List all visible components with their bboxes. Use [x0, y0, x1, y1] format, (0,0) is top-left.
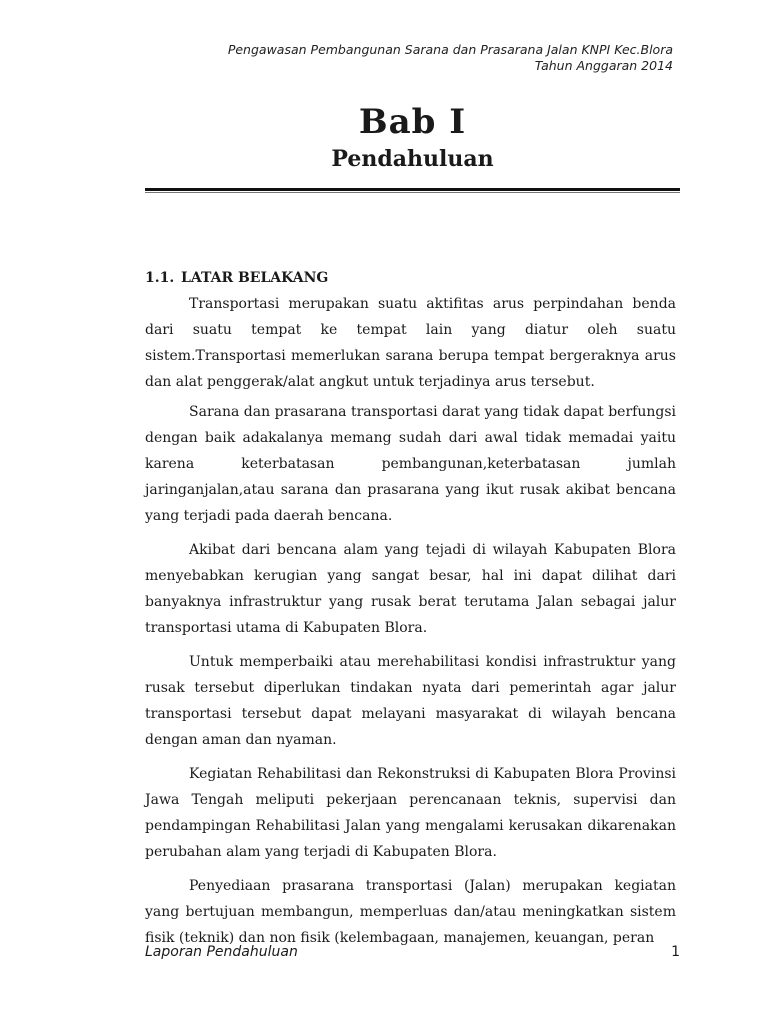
chapter-heading [145, 100, 680, 174]
section-title: LATAR BELAKANG [181, 270, 329, 286]
page-number: 1 [671, 944, 680, 960]
paragraph: Penyediaan prasarana transportasi (Jalan) merupakan kegiatan yang bertujuan membangun, memperluas dan/atau meningkatkan sistem fisik (teknik) dan non fisik (kelembagaan, manajemen, keuangan, peran [145, 878, 676, 946]
paragraph: Sarana dan prasarana transportasi darat yang tidak dapat berfungsi dengan baik adakalanya memang sudah dari awal tidak memadai yaitu karena keterbatasan pembangunan,keterbatasan jumlah jaringanjalan,atau sarana dan prasarana yang ikut rusak akibat bencana yang terjadi pada daerah bencana. [145, 404, 676, 524]
chapter-divider [145, 188, 680, 193]
header-line-2: Tahun Anggaran 2014 [534, 58, 673, 73]
paragraph: Untuk memperbaiki atau merehabilitasi kondisi infrastruktur yang rusak tersebut diperlukan tindakan nyata dari pemerintah agar jalur transportasi tersebut dapat melayani masyarakat di wilayah bencana dengan aman dan nyaman. [145, 654, 676, 748]
running-header [173, 42, 673, 74]
header-line-1: Pengawasan Pembangunan Sarana dan Prasarana Jalan KNPI Kec.Blora [227, 42, 673, 57]
chapter-subtitle: Pendahuluan [331, 146, 494, 172]
footer-label: Laporan Pendahuluan [145, 944, 298, 960]
section-heading [145, 265, 676, 291]
paragraph: Transportasi merupakan suatu aktifitas arus perpindahan benda dari suatu tempat ke tempat lain yang diatur oleh suatu sistem.Transportasi memerlukan sarana berupa tempat bergeraknya arus dan alat penggerak/alat angkut untuk terjadinya arus tersebut. [145, 296, 676, 390]
document-body [145, 265, 676, 959]
paragraph: Kegiatan Rehabilitasi dan Rekonstruksi di Kabupaten Blora Provinsi Jawa Tengah meliputi pekerjaan perencanaan teknis, supervisi dan pendampingan Rehabilitasi Jalan yang mengalami kerusakan dikarenakan perubahan alam yang terjadi di Kabupaten Blora. [145, 766, 676, 860]
section-number: 1.1. [145, 270, 175, 286]
paragraph: Akibat dari bencana alam yang tejadi di wilayah Kabupaten Blora menyebabkan kerugian yang sangat besar, hal ini dapat dilihat dari banyaknya infrastruktur yang rusak berat terutama Jalan sebagai jalur transportasi utama di Kabupaten Blora. [145, 542, 676, 636]
page-footer [145, 944, 680, 960]
chapter-title: Bab I [358, 102, 467, 142]
